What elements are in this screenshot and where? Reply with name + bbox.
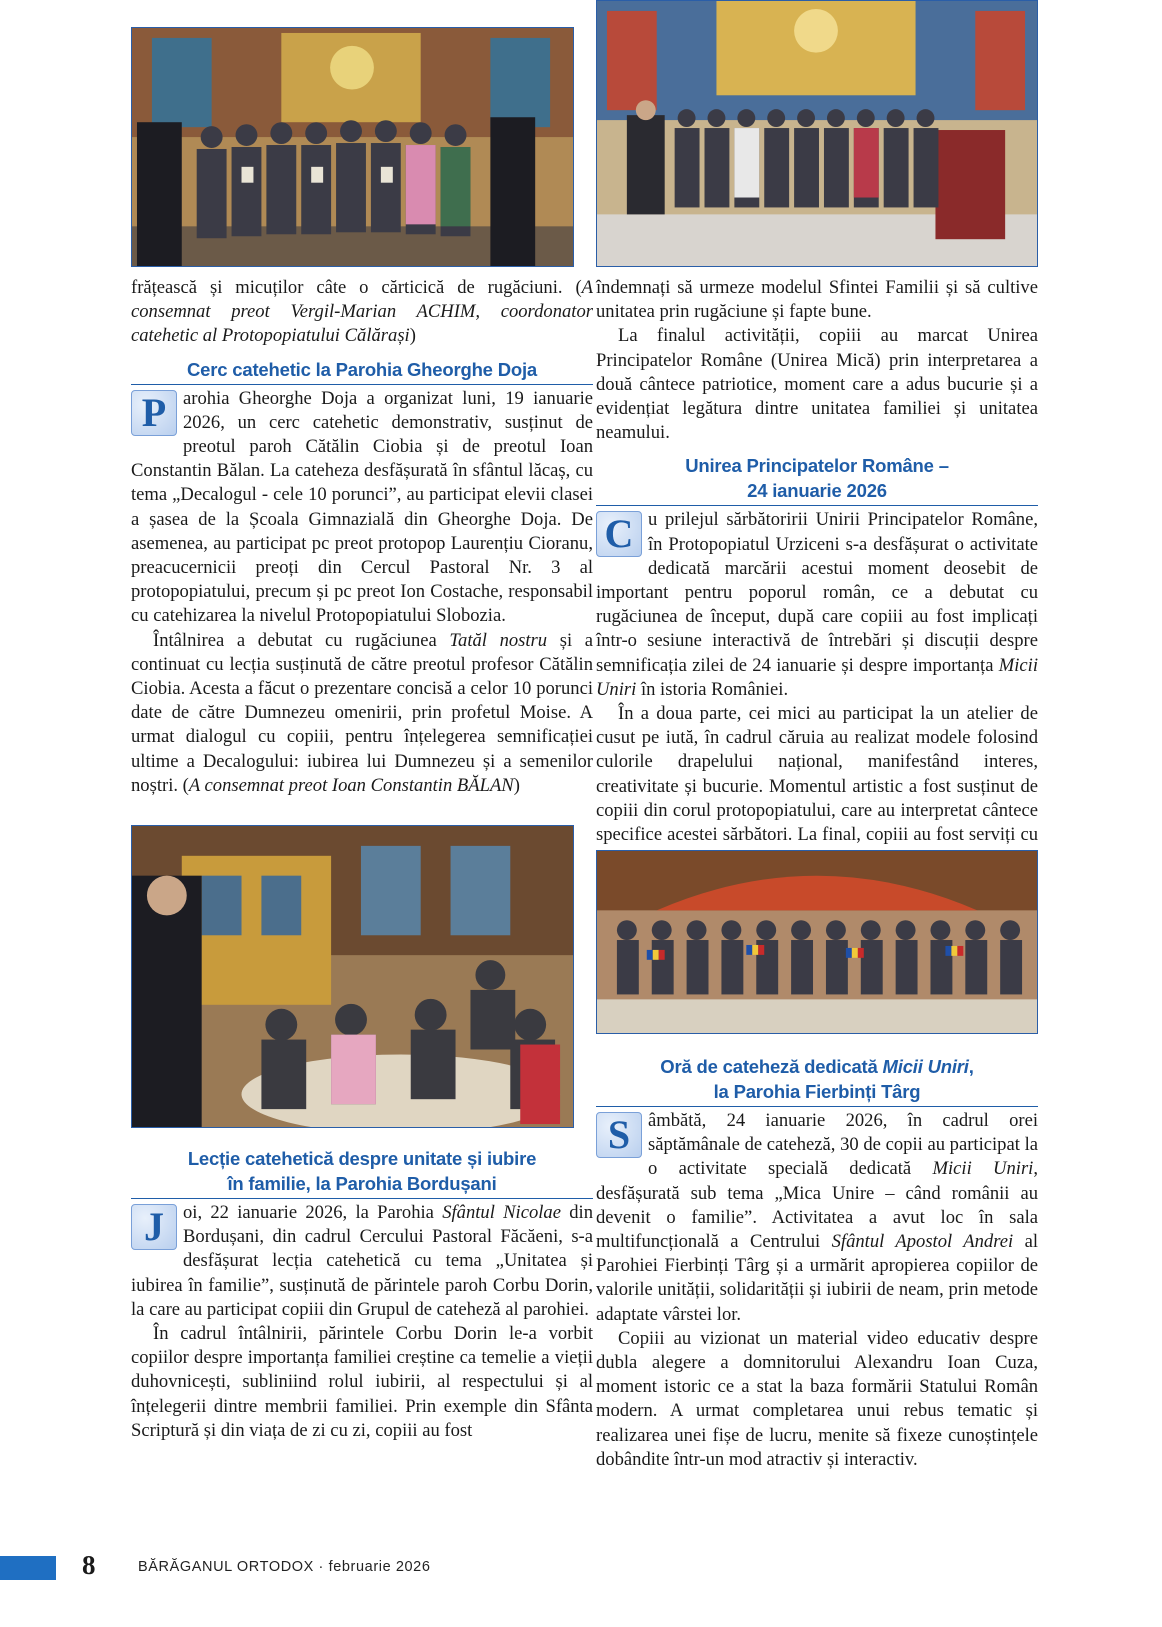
heading-unirea-principatelor: Unirea Principatelor Române – 24 ianuarie 2026 bbox=[596, 453, 1038, 506]
photo-group-church-1 bbox=[131, 27, 574, 267]
page-number: 8 bbox=[82, 1550, 96, 1580]
dropcap-c: C bbox=[596, 511, 642, 557]
heading-bordusani: Lecție catehetică despre unitate și iubire în familie, la Parohia Bordușani bbox=[131, 1146, 593, 1199]
photo-catechesis-table bbox=[131, 825, 574, 1128]
intro-paragraph: frățească și micuților câte o cărticică de rugăciuni. (A consemnat preot Vergil-Marian ACHIM, coordonator catehetic al Protopopiatului Călărași) Cerc catehetic la Parohia Gheorghe Doja P arohia Gheorghe Doja a organizat luni, 19 ianuarie 2026, un cerc catehetic demonstrativ, susținut de preotul paroh Cătălin Ciobia și de preotul Ioan Constantin Bălan. La cateheza desfășurată în sfântul lăcaș, cu tema „Decalogul - cele 10 porunci”, au participat elevii clasei a șasea de la Școala Gimnazială din Gheorghe Doja. De asemenea, au participat pc preot protopop Laurențiu Cioranu, preacucernicii preoți din Cercul Pastoral Nr. 3 al protopopiatului, precum și pc preot Ion Costache, responsabil cu catehizarea la nivelul Protopopiatului Slobozia. Întâlnirea a debutat cu rugăciunea Tatăl nostru și a continuat cu lecția susținută de către preotul profesor Cătălin Ciobia. Acesta a făcut o prezentare concisă a celor 10 porunci date de către Dumnezeu omenirii, prin profetul Moise. A urmat dialogul cu copiii, pentru înțelegerea semnificației ultime a Decalogului: iubirea lui Dumnezeu și a semenilor noștri. (A consemnat preot Ioan Constantin BĂLAN) bbox=[131, 277, 593, 796]
dropcap-p: P bbox=[131, 390, 177, 436]
page-footer bbox=[0, 1550, 1162, 1590]
right-continuation: îndemnați să urmeze modelul Sfintei Familii și să cultive unitatea prin rugăciune și fapte bune. La finalul activității, copiii au marcat Unirea Principatelor Române (Unirea Mică) prin interpretarea a două cântece patriotice, moment care a adus bucurie și a evidențiat legătura dintre unitatea familiei și unitatea neamului. Unirea Principatelor Române – 24 ianuarie 2026 C u prilejul sărbătoririi Unirii Principatelor Române, în Protopopiatul Urziceni s-a desfășurat o activitate dedicată marcării acestui moment deosebit de important pentru poporul român, ce a debutat cu rugăciunea de început, după care copiii au fost implicați într-o sesiune interactivă de întrebări și discuții despre semnificația zilei de 24 ianuarie și despre importanța Micii Uniri în istoria României. În a doua parte, cei mici au participat la un atelier de cusut pe iută, în cadrul căruia au realizat modele folosind culorile drapelului național, manifestând interes, creativitate și bucurie. Momentul artistic a fost susținut de copiii din corul protopopiatului, care au interpretat cântece specifice acestei sărbători. La final, copiii au fost serviți cu bbox=[596, 277, 1038, 846]
dropcap-s: S bbox=[596, 1112, 642, 1158]
dropcap-j: J bbox=[131, 1204, 177, 1250]
photo-children-flags bbox=[596, 850, 1038, 1034]
heading-gheorghe-doja: Cerc catehetic la Parohia Gheorghe Doja bbox=[131, 357, 593, 385]
publication-name: BĂRĂGANUL ORTODOX · februarie 2026 bbox=[138, 1559, 431, 1575]
photo-group-church-2 bbox=[596, 0, 1038, 267]
fierbinti-article: Oră de cateheză dedicată Micii Uniri, la Parohia Fierbinți Târg S âmbătă, 24 ianuarie 2026, în cadrul orei săptămânale de cateheză, 30 de copii au participat la o activitate specială dedicată Micii Uniri, desfășurată sub tema „Mica Unire – când românii au devenit o familie”. Activitatea a avut loc în sala multifuncțională a Centrului Sfântul Apostol Andrei al Parohiei Fierbinți Târg și a urmărit apropierea copiilor de valorile unității, solidarității și iubirii de neam, prin metode adaptate vârstei lor. Copiii au vizionat un material video educativ despre dubla alegere a domnitorului Alexandru Ioan Cuza, moment istoric ce a stat la baza formării Statului Român modern. A urmat completarea unui rebus tematic și realizarea unei fișe de lucru, menite să fixeze cunoștințele dobândite într-un mod atractiv și interactiv. bbox=[596, 1056, 1038, 1470]
bordusani-article: Lecție catehetică despre unitate și iubire în familie, la Parohia Bordușani J oi, 22 ianuarie 2026, la Parohia Sfântul Nicolae din Bordușani, din cadrul Cercului Pastoral Făcăeni, s-a desfășurat lecția catehetică cu tema „Unitatea și iubirea în familie”, susținută de părintele paroh Corbu Dorin, la care au participat copiii din Grupul de cateheză al parohiei. În cadrul întâlnirii, părintele Corbu Dorin le-a vorbit copiilor despre importanța familiei creștine ca temelie a vieții duhovnicești, subliniind rolul iubirii, al respectului și al înțelegerii dintre membrii familiei. Prin exemple din Sfânta Scriptură și din viața de zi cu zi, copiii au fost bbox=[131, 1148, 593, 1441]
heading-fierbinti: Oră de cateheză dedicată Micii Uniri, la Parohia Fierbinți Târg bbox=[596, 1054, 1038, 1107]
footer-accent-bar bbox=[0, 1556, 56, 1580]
